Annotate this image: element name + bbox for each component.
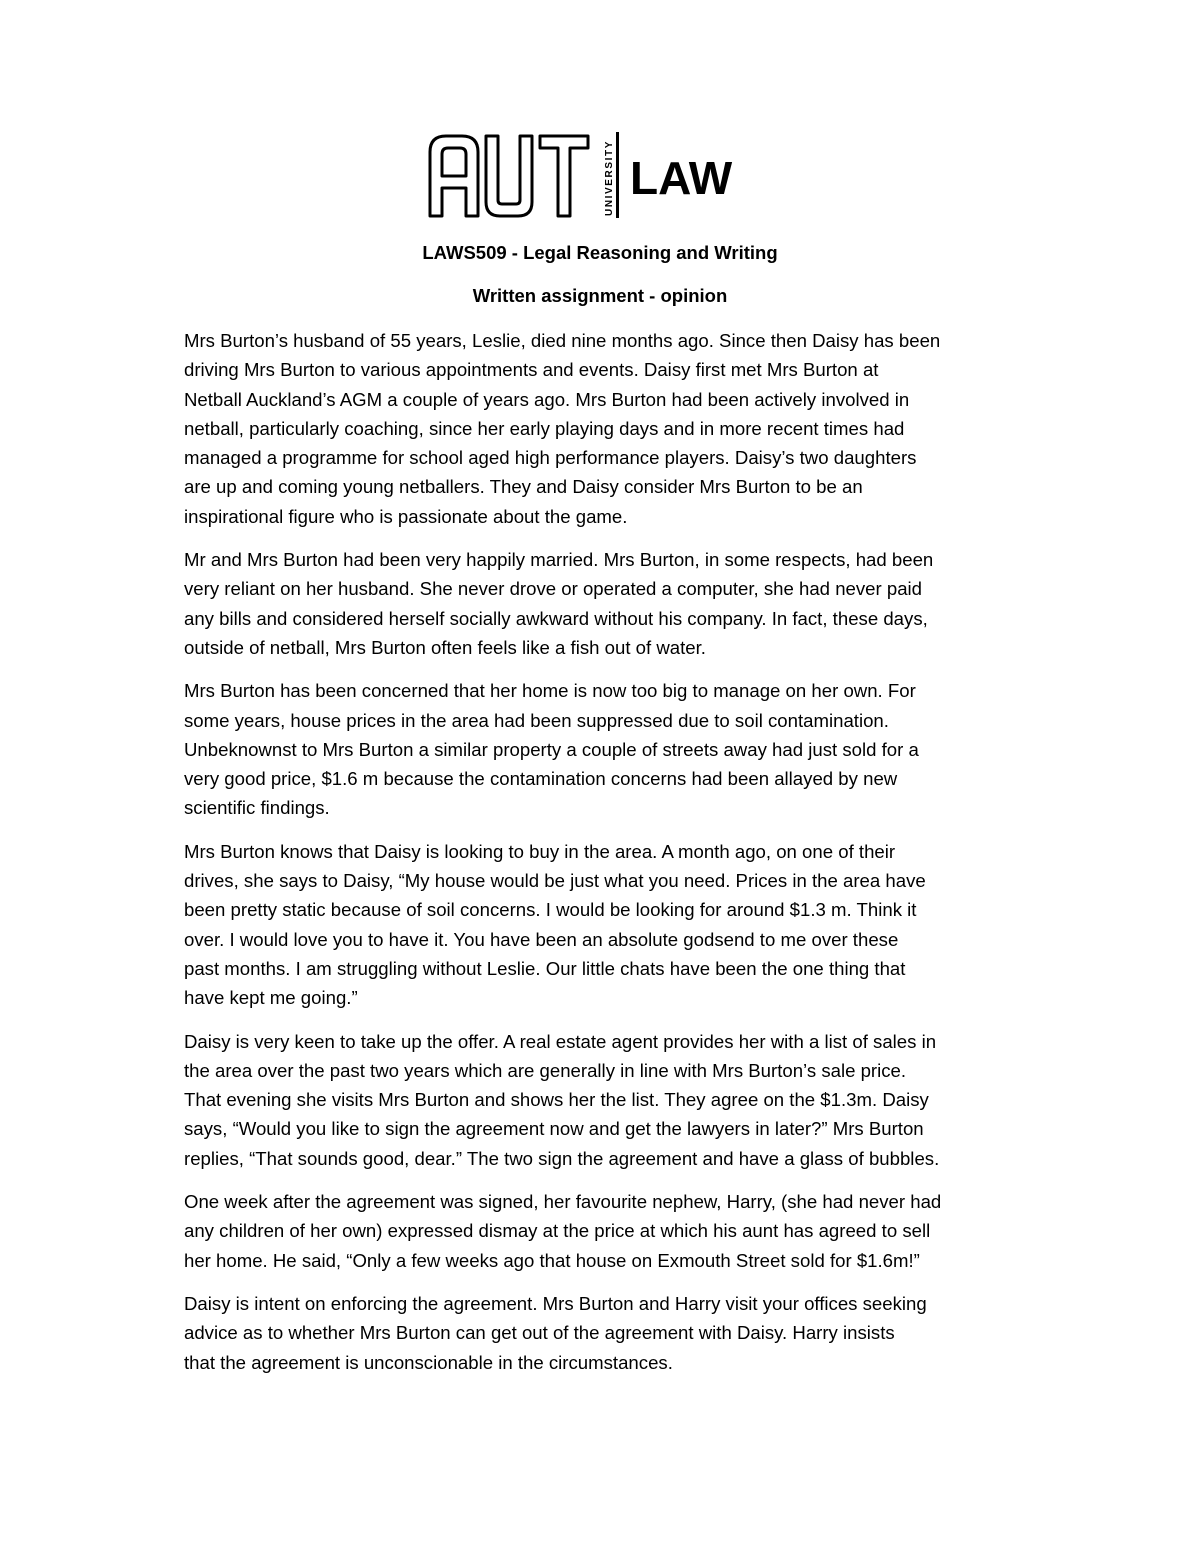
paragraph-line: any children of her own) expressed dismay at the price at which his aunt has agreed to sell <box>184 1220 931 1242</box>
paragraph-line: inspirational figure who is passionate about the game. <box>184 505 628 527</box>
paragraph-line: Mrs Burton has been concerned that her home is now too big to manage on her own. For <box>184 680 916 702</box>
paragraph-line: That evening she visits Mrs Burton and shows her the list. They agree on the $1.3m. Daisy <box>184 1089 929 1111</box>
paragraph-line: some years, house prices in the area had been suppressed due to soil contamination. <box>184 709 889 731</box>
paragraph-line: any bills and considered herself socially awkward without his company. In fact, these days, <box>184 607 928 629</box>
body-paragraph <box>184 837 1020 1013</box>
paragraph-line: Mr and Mrs Burton had been very happily married. Mrs Burton, in some respects, had been <box>184 549 934 571</box>
paragraph-line: managed a programme for school aged high performance players. Daisy’s two daughters <box>184 447 917 469</box>
body-paragraph <box>184 326 1020 531</box>
paragraph-line: are up and coming young netballers. They and Daisy consider Mrs Burton to be an <box>184 476 863 498</box>
paragraph-line: that the agreement is unconscionable in the circumstances. <box>184 1351 673 1373</box>
paragraph-line: outside of netball, Mrs Burton often feels like a fish out of water. <box>184 636 706 658</box>
svg-text:LAW: LAW <box>630 152 733 204</box>
paragraph-line: very reliant on her husband. She never drove or operated a computer, she had never paid <box>184 578 923 600</box>
paragraph-line: advice as to whether Mrs Burton can get out of the agreement with Daisy. Harry insists <box>184 1322 895 1344</box>
document-headings <box>184 240 1016 309</box>
assignment-body <box>184 326 1020 1391</box>
paragraph-line: the area over the past two years which are generally in line with Mrs Burton’s sale price. <box>184 1059 907 1081</box>
paragraph-line: very good price, $1.6 m because the contamination concerns had been allayed by new <box>184 768 898 790</box>
body-paragraph <box>184 545 1020 662</box>
paragraph-line: says, “Would you like to sign the agreement now and get the lawyers in later?” Mrs Burton <box>184 1118 924 1140</box>
aut-law-logo <box>428 124 778 224</box>
paragraph-line: Daisy is very keen to take up the offer. A real estate agent provides her with a list of sales in <box>184 1030 937 1052</box>
paragraph-line: drives, she says to Daisy, “My house would be just what you need. Prices in the area have <box>184 870 926 892</box>
paragraph-line: her home. He said, “Only a few weeks ago that house on Exmouth Street sold for $1.6m!” <box>184 1249 920 1271</box>
paragraph-line: replies, “That sounds good, dear.” The two sign the agreement and have a glass of bubbles. <box>184 1147 940 1169</box>
aut-university-logo-icon <box>428 124 778 224</box>
paragraph-line: past months. I am struggling without Leslie. Our little chats have been the one thing that <box>184 957 906 979</box>
body-paragraph <box>184 676 1020 822</box>
assignment-title: Written assignment - opinion <box>472 285 728 306</box>
paragraph-line: been pretty static because of soil concerns. I would be looking for around $1.3 m. Think it <box>184 899 917 921</box>
course-title: LAWS509 - Legal Reasoning and Writing <box>422 242 778 263</box>
svg-text:UNIVERSITY: UNIVERSITY <box>604 139 615 216</box>
paragraph-line: scientific findings. <box>184 797 330 819</box>
paragraph-line: Mrs Burton’s husband of 55 years, Leslie, died nine months ago. Since then Daisy has been <box>184 330 941 351</box>
body-paragraph <box>184 1027 1020 1173</box>
body-paragraph <box>184 1289 1020 1377</box>
paragraph-line: driving Mrs Burton to various appointments and events. Daisy first met Mrs Burton at <box>184 359 879 381</box>
body-paragraph <box>184 1187 1020 1275</box>
paragraph-line: over. I would love you to have it. You have been an absolute godsend to me over these <box>184 928 899 950</box>
paragraph-line: netball, particularly coaching, since her early playing days and in more recent times had <box>184 417 905 439</box>
paragraph-line: Daisy is intent on enforcing the agreement. Mrs Burton and Harry visit your offices seeking <box>184 1292 927 1314</box>
paragraph-line: have kept me going.” <box>184 987 358 1009</box>
paragraph-line: Netball Auckland’s AGM a couple of years ago. Mrs Burton had been actively involved in <box>184 388 910 410</box>
paragraph-line: One week after the agreement was signed, her favourite nephew, Harry, (she had never had <box>184 1191 942 1213</box>
paragraph-line: Mrs Burton knows that Daisy is looking to buy in the area. A month ago, on one of their <box>184 840 896 862</box>
paragraph-line: Unbeknownst to Mrs Burton a similar property a couple of streets away had just sold for a <box>184 738 919 760</box>
